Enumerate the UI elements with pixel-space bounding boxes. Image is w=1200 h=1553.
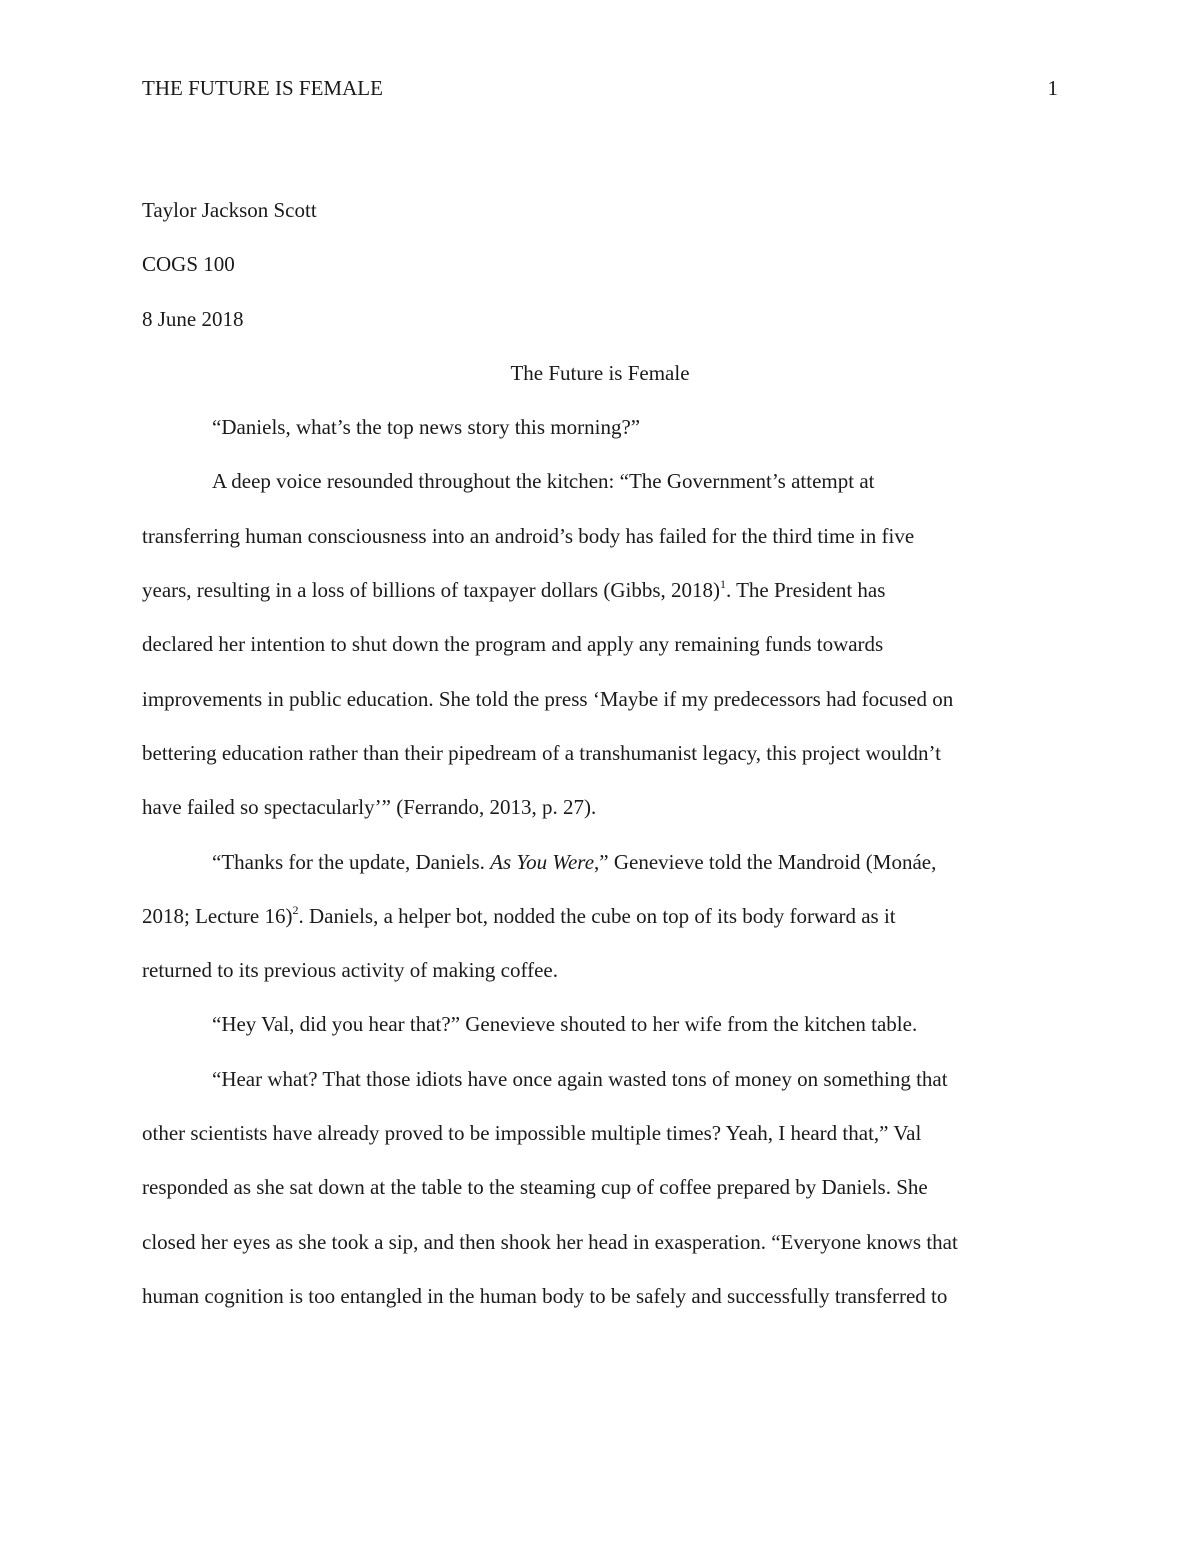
paragraph-line: responded as she sat down at the table to the steaming cup of coffee prepared by Daniels. She xyxy=(142,1175,928,1200)
paragraph-line: have failed so spectacularly’” (Ferrando, 2013, p. 27). xyxy=(142,795,597,820)
running-head xyxy=(142,74,1058,102)
submission-date: 8 June 2018 xyxy=(142,306,244,331)
paragraph-line xyxy=(142,563,1058,617)
running-head-title: THE FUTURE IS FEMALE xyxy=(142,76,383,100)
line-text: 2018; Lecture 16) xyxy=(142,903,293,928)
italic-song-title: As You Were xyxy=(490,849,595,874)
paragraph-line: bettering education rather than their pipedream of a transhumanist legacy, this project wouldn’t xyxy=(142,740,941,765)
paragraph-line: improvements in public education. She told the press ‘Maybe if my predecessors had focused on xyxy=(142,686,954,711)
body-text xyxy=(142,183,1058,1323)
paragraph-line: human cognition is too entangled in the human body to be safely and successfully transferred to xyxy=(142,1283,948,1308)
line-text: years, resulting in a loss of billions of taxpayer dollars (Gibbs, 2018) xyxy=(142,578,720,603)
paper-title: The Future is Female xyxy=(510,360,690,385)
paragraph-line: “Daniels, what’s the top news story this morning?” xyxy=(212,415,641,440)
paragraph-line: A deep voice resounded throughout the kitchen: “The Government’s attempt at xyxy=(212,469,875,494)
line-text: . Daniels, a helper bot, nodded the cube on top of its body forward as it xyxy=(298,903,896,928)
course-name: COGS 100 xyxy=(142,252,235,277)
paragraph-line: closed her eyes as she took a sip, and then shook her head in exasperation. “Everyone knows that xyxy=(142,1229,958,1254)
paragraph-line: returned to its previous activity of making coffee. xyxy=(142,958,558,983)
author-name: Taylor Jackson Scott xyxy=(142,198,317,222)
line-text: ,” Genevieve told the Mandroid (Monáe, xyxy=(594,849,937,874)
paragraph-line: declared her intention to shut down the program and apply any remaining funds towards xyxy=(142,632,884,657)
paragraph-line: other scientists have already proved to be impossible multiple times? Yeah, I heard that,” Val xyxy=(142,1121,922,1146)
paragraph-line: “Hey Val, did you hear that?” Genevieve shouted to her wife from the kitchen table. xyxy=(212,1012,918,1037)
paragraph-line: transferring human consciousness into an android’s body has failed for the third time in five xyxy=(142,523,915,548)
line-text: “Thanks for the update, Daniels. xyxy=(212,849,491,874)
page-number: 1 xyxy=(1047,76,1058,100)
paragraph-line xyxy=(142,889,1058,943)
footnote-marker: 2 xyxy=(292,902,299,917)
line-text: . The President has xyxy=(725,578,886,603)
paragraph-line xyxy=(142,835,1058,889)
footnote-marker: 1 xyxy=(719,577,726,592)
paragraph-line: “Hear what? That those idiots have once again wasted tons of money on something that xyxy=(212,1066,948,1091)
